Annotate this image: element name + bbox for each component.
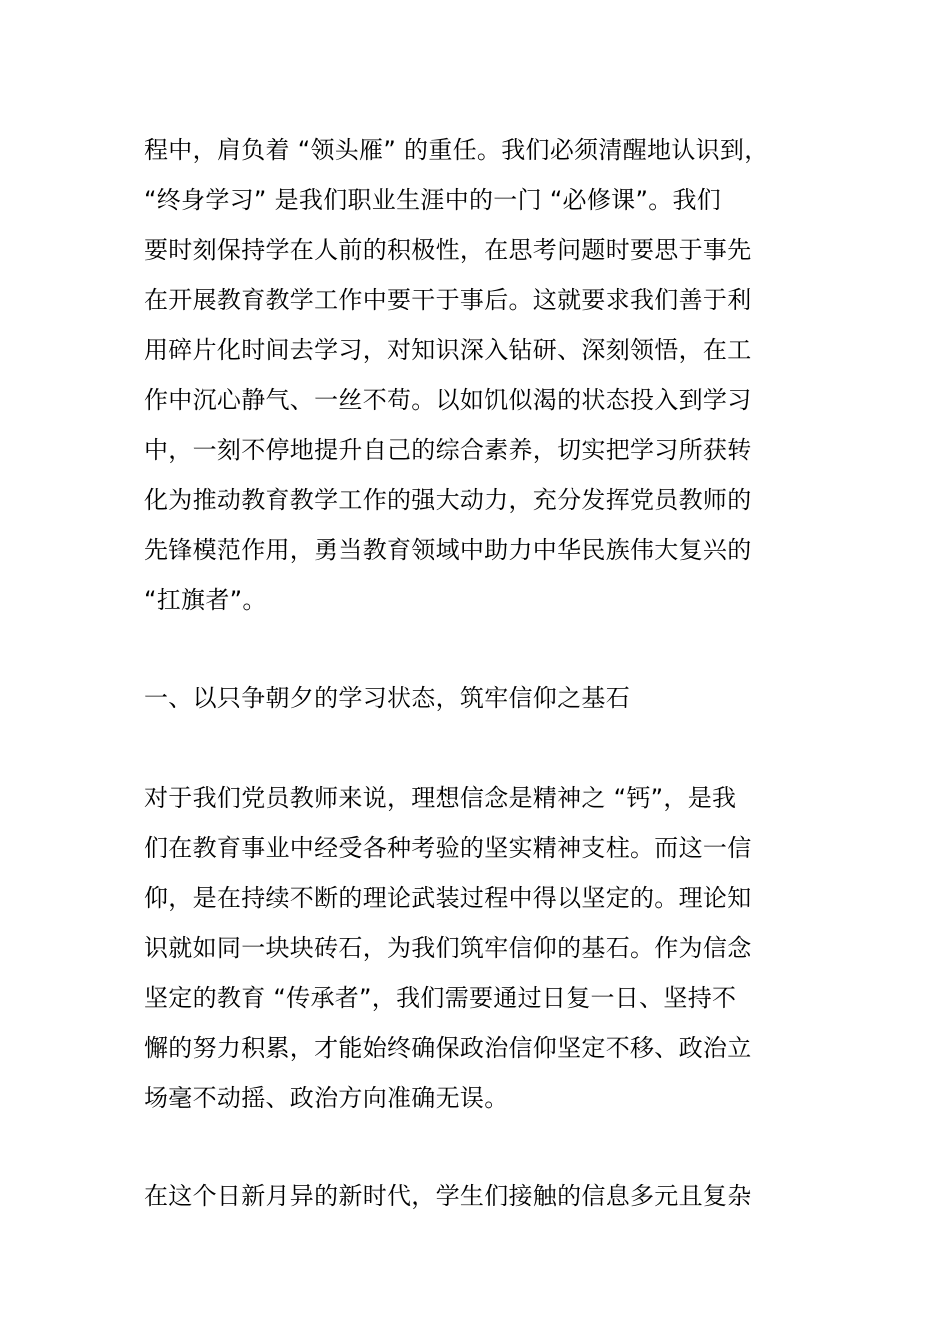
- section-heading: 一、以只争朝夕的学习状态，筑牢信仰之基石: [144, 684, 630, 712]
- paragraph-line: “终身学习” 是我们职业生涯中的一门 “必修课”。我们: [144, 186, 722, 214]
- paragraph-line: 仰，是在持续不断的理论武装过程中得以坚定的。理论知: [144, 884, 752, 912]
- paragraph-line: 们在教育事业中经受各种考验的坚实精神支柱。而这一信: [144, 834, 752, 862]
- paragraph-line: 懈的努力积累，才能始终确保政治信仰坚定不移、政治立: [144, 1034, 752, 1062]
- paragraph-line: 坚定的教育 “传承者”，我们需要通过日复一日、坚持不: [144, 984, 737, 1012]
- paragraph-line: 化为推动教育教学工作的强大动力，充分发挥党员教师的: [144, 486, 752, 514]
- paragraph-line: 作中沉心静气、一丝不苟。以如饥似渴的状态投入到学习: [144, 386, 752, 414]
- paragraph-line: “扛旗者”。: [144, 586, 267, 614]
- paragraph-line: 要时刻保持学在人前的积极性，在思考问题时要思于事先: [144, 236, 752, 264]
- paragraph-line: 用碎片化时间去学习，对知识深入钻研、深刻领悟，在工: [144, 336, 752, 364]
- paragraph-line: 场毫不动摇、政治方向准确无误。: [144, 1084, 509, 1112]
- paragraph-line: 程中，肩负着 “领头雁” 的重任。我们必须清醒地认识到，: [144, 136, 769, 164]
- paragraph-line: 对于我们党员教师来说，理想信念是精神之 “钙”，是我: [144, 784, 737, 812]
- paragraph-line: 中，一刻不停地提升自己的综合素养，切实把学习所获转: [144, 436, 752, 464]
- paragraph-line: 在这个日新月异的新时代，学生们接触的信息多元且复杂: [144, 1182, 752, 1210]
- paragraph-line: 先锋模范作用，勇当教育领域中助力中华民族伟大复兴的: [144, 536, 752, 564]
- paragraph-line: 识就如同一块块砖石，为我们筑牢信仰的基石。作为信念: [144, 934, 752, 962]
- paragraph-line: 在开展教育教学工作中要干于事后。这就要求我们善于利: [144, 286, 752, 314]
